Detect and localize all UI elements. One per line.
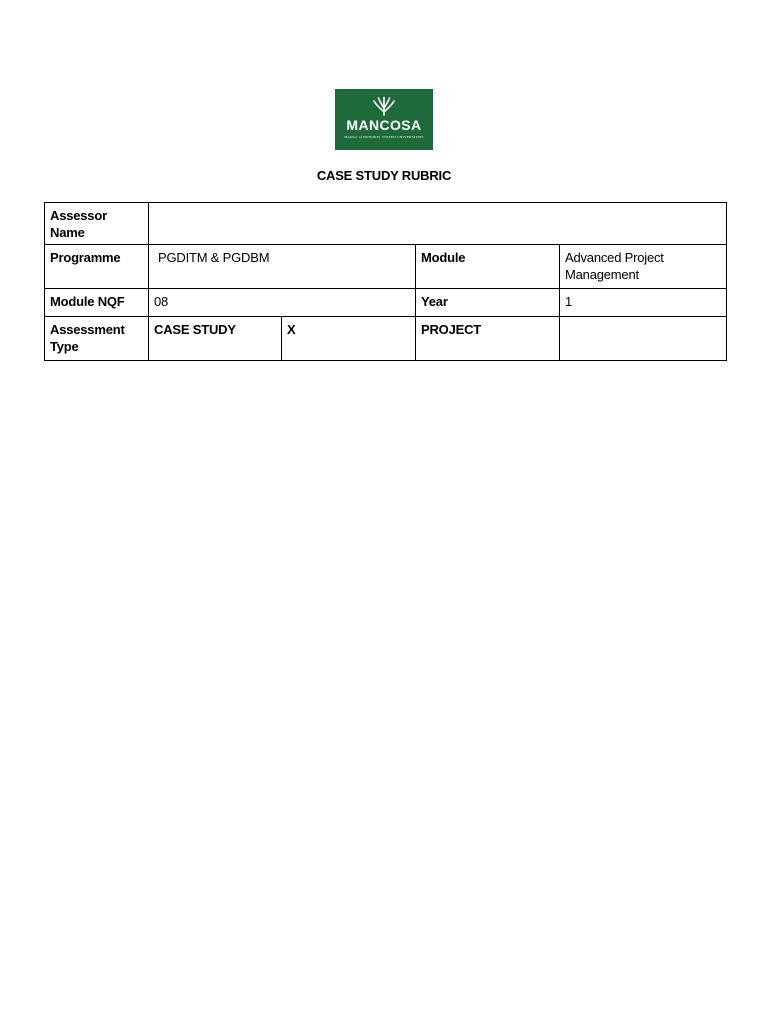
logo-tagline: Member of HONORIS UNITED UNIVERSITIES xyxy=(344,135,424,139)
tree-emblem-icon xyxy=(372,96,396,116)
programme-label: Programme xyxy=(45,245,149,289)
module-nqf-label: Module NQF xyxy=(45,289,149,317)
table-row xyxy=(45,289,727,317)
project-mark xyxy=(560,317,727,361)
module-value: Advanced Project Management xyxy=(560,245,727,289)
assessor-name-label: Assessor Name xyxy=(45,203,149,245)
programme-value: PGDITM & PGDBM xyxy=(149,245,416,289)
rubric-table xyxy=(44,202,727,361)
module-nqf-value: 08 xyxy=(149,289,416,317)
document-title: CASE STUDY RUBRIC xyxy=(316,168,452,183)
year-value: 1 xyxy=(560,289,727,317)
year-label: Year xyxy=(416,289,560,317)
mancosa-logo xyxy=(335,89,433,150)
logo-wordmark: MANCOSA xyxy=(346,117,422,133)
assessment-type-label: Assessment Type xyxy=(45,317,149,361)
case-study-label: CASE STUDY xyxy=(149,317,282,361)
assessor-name-value xyxy=(149,203,727,245)
project-label: PROJECT xyxy=(416,317,560,361)
module-label: Module xyxy=(416,245,560,289)
table-row xyxy=(45,245,727,289)
table-row xyxy=(45,203,727,245)
table-row xyxy=(45,317,727,361)
case-study-mark: X xyxy=(282,317,416,361)
